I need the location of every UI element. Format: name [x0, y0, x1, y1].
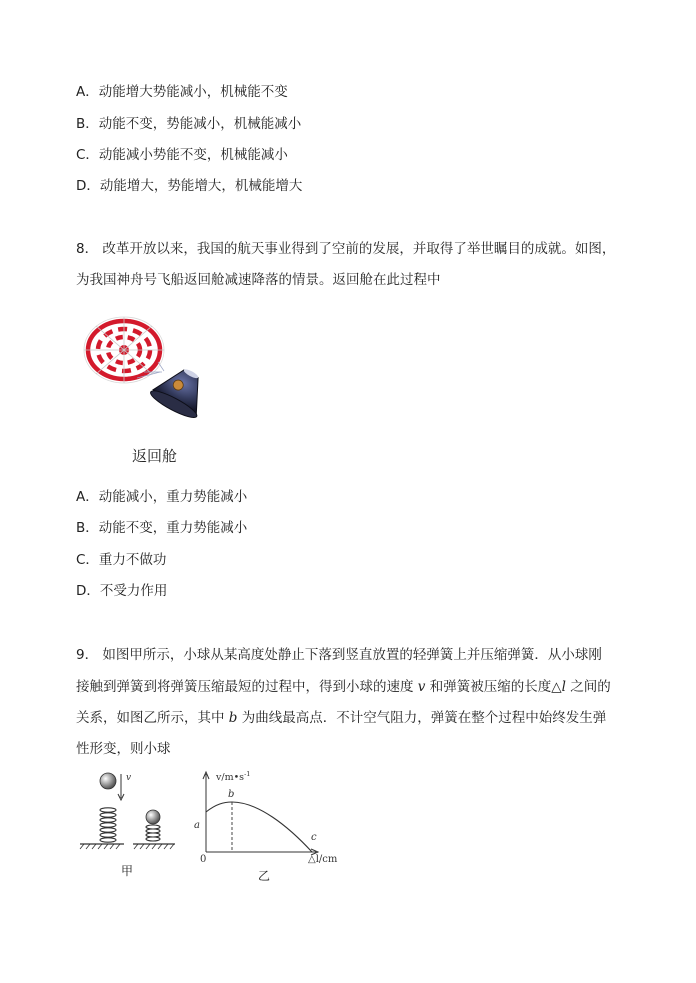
q8-option-a: A．动能减小，重力势能减小 [76, 489, 248, 505]
velocity-curve [206, 802, 312, 852]
q7-option-d: D．动能增大，势能增大，机械能增大 [76, 178, 303, 194]
q8-option-b: B．动能不变，重力势能减小 [76, 520, 248, 536]
figure-yi [188, 766, 353, 882]
caption-jia: 甲 [121, 864, 134, 878]
point-b-label: b [228, 789, 235, 800]
q9-stem-line1: 9． 如图甲所示，小球从某高度处静止下落到竖直放置的轻弹簧上并压缩弹簧．从小球刚 [76, 647, 602, 663]
spring-compressed [146, 825, 160, 841]
q9-stem-line2: 接触到弹簧到将弹簧压缩最短的过程中，得到小球的速度 v 和弹簧被压缩的长度△l 之间的 [76, 679, 611, 695]
ball-spring-diagram [78, 768, 178, 878]
q9-stem-line3: 关系，如图乙所示，其中 b 为曲线最高点．不计空气阻力，弹簧在整个过程中始终发生弹 [76, 710, 607, 726]
falling-ball [100, 773, 116, 789]
caption-yi: 乙 [258, 869, 271, 882]
point-c-label: c [311, 832, 317, 843]
q8-stem-line2: 为我国神舟号飞船返回舱减速降落的情景。返回舱在此过程中 [76, 272, 441, 288]
point-a-label: a [194, 820, 200, 831]
q7-option-c: C．动能减小势能不变，机械能减小 [76, 147, 288, 163]
return-capsule-figure [82, 310, 217, 445]
parachute-capsule-illustration [82, 310, 217, 445]
q7-option-b: B．动能不变，势能减小，机械能减小 [76, 116, 302, 132]
q7-option-a: A．动能增大势能减小，机械能不变 [76, 84, 288, 100]
q8-option-d: D．不受力作用 [76, 583, 168, 599]
y-axis-label: $v/m•s^{-1}$ [216, 770, 251, 783]
figure-jia [78, 768, 178, 878]
q8-option-c: C．重力不做功 [76, 552, 167, 568]
ball-on-spring [146, 810, 160, 824]
figure-caption-return-capsule: 返回舱 [132, 447, 178, 465]
velocity-v-label: v [126, 773, 132, 783]
spring-uncompressed [100, 808, 116, 842]
q8-stem-line1: 8． 改革开放以来，我国的航天事业得到了空前的发展，并取得了举世瞩目的成就。如图， [76, 241, 616, 257]
velocity-compression-graph [188, 766, 353, 882]
x-axis-label: △l/cm [308, 854, 338, 865]
origin-label: 0 [200, 854, 207, 865]
q9-stem-line4: 性形变，则小球 [76, 741, 171, 757]
